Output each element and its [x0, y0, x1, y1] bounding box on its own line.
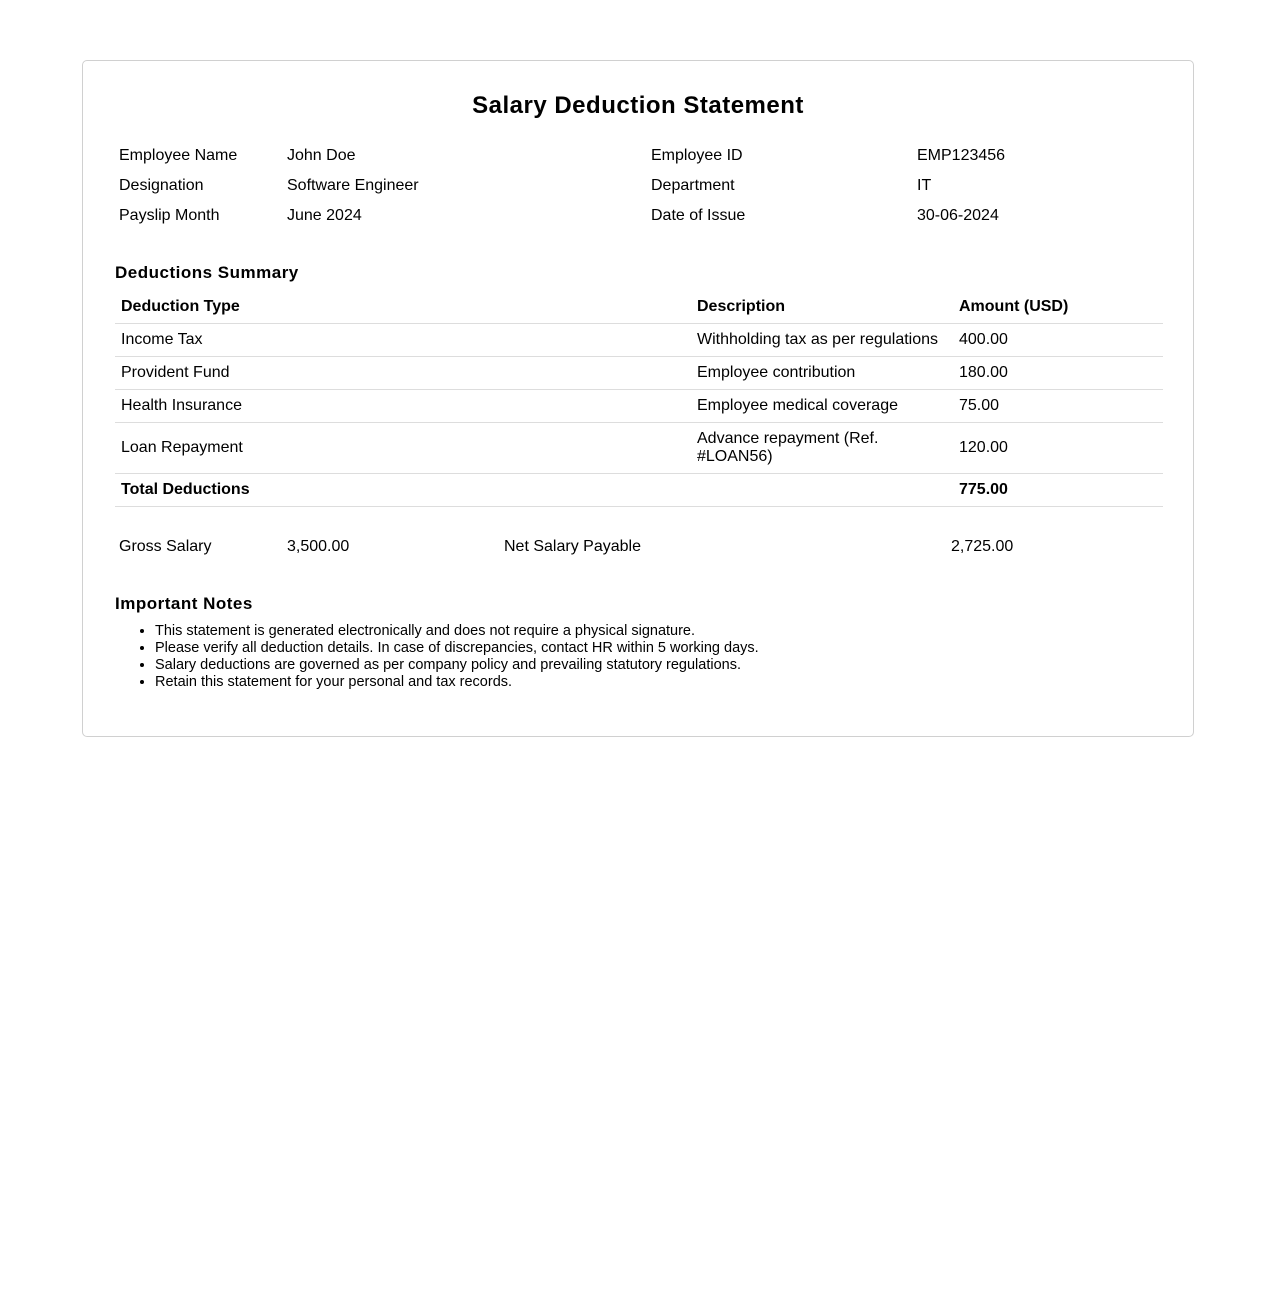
table-header-row: [115, 291, 1163, 324]
payslip-month-label: Payslip Month: [119, 207, 220, 224]
list-item: • Please verify all deduction details. In case of discrepancies, contact HR within 5 working days.: [155, 640, 759, 657]
deductions-summary-heading: Deductions Summary: [115, 263, 299, 282]
description-cell: Advance repayment (Ref. #LOAN56): [691, 423, 953, 474]
payslip-month-value: June 2024: [287, 207, 362, 224]
list-item: • Retain this statement for your personal and tax records.: [155, 674, 759, 691]
net-salary-value: 2,725.00: [951, 538, 1014, 555]
description-cell: Employee contribution: [691, 357, 953, 390]
date-of-issue-label: Date of Issue: [651, 207, 746, 224]
designation-label: Designation: [119, 177, 204, 194]
column-header-description: Description: [691, 291, 953, 324]
deduction-type-cell: Health Insurance: [115, 390, 691, 423]
column-header-amount: Amount (USD): [953, 291, 1163, 324]
description-cell: Employee medical coverage: [691, 390, 953, 423]
gross-salary-label: Gross Salary: [119, 538, 212, 555]
list-item: • This statement is generated electronically and does not require a physical signature.: [155, 623, 759, 640]
designation-value: Software Engineer: [287, 177, 419, 194]
table-row: [115, 324, 1163, 357]
important-notes-heading: Important Notes: [115, 594, 253, 613]
amount-cell: 120.00: [953, 423, 1163, 474]
amount-cell: 75.00: [953, 390, 1163, 423]
total-deductions-row: [115, 474, 1163, 507]
deduction-type-cell: Loan Repayment: [115, 423, 691, 474]
statement-title: Salary Deduction Statement: [472, 92, 804, 119]
gross-salary-value: 3,500.00: [287, 538, 350, 555]
table-row: [115, 423, 1163, 474]
employee-id-value: EMP123456: [917, 147, 1006, 164]
deduction-type-cell: Provident Fund: [115, 357, 691, 390]
statement-card: [82, 60, 1194, 737]
net-salary-label: Net Salary Payable: [504, 538, 641, 555]
amount-cell: 180.00: [953, 357, 1163, 390]
total-description-cell: [691, 474, 953, 507]
notes-list: [115, 623, 759, 691]
deduction-type-cell: Income Tax: [115, 324, 691, 357]
column-header-deduction-type: Deduction Type: [115, 291, 691, 324]
department-label: Department: [651, 177, 735, 194]
deductions-table: [115, 291, 1163, 507]
employee-name-value: John Doe: [287, 147, 356, 164]
employee-id-label: Employee ID: [651, 147, 743, 164]
list-item: • Salary deductions are governed as per company policy and prevailing statutory regulations.: [155, 657, 759, 674]
table-row: [115, 390, 1163, 423]
date-of-issue-value: 30-06-2024: [917, 207, 999, 224]
total-deductions-amount: 775.00: [953, 474, 1163, 507]
total-deductions-label: Total Deductions: [115, 474, 691, 507]
table-row: [115, 357, 1163, 390]
department-value: IT: [917, 177, 932, 194]
description-cell: Withholding tax as per regulations: [691, 324, 953, 357]
employee-name-label: Employee Name: [119, 147, 238, 164]
amount-cell: 400.00: [953, 324, 1163, 357]
